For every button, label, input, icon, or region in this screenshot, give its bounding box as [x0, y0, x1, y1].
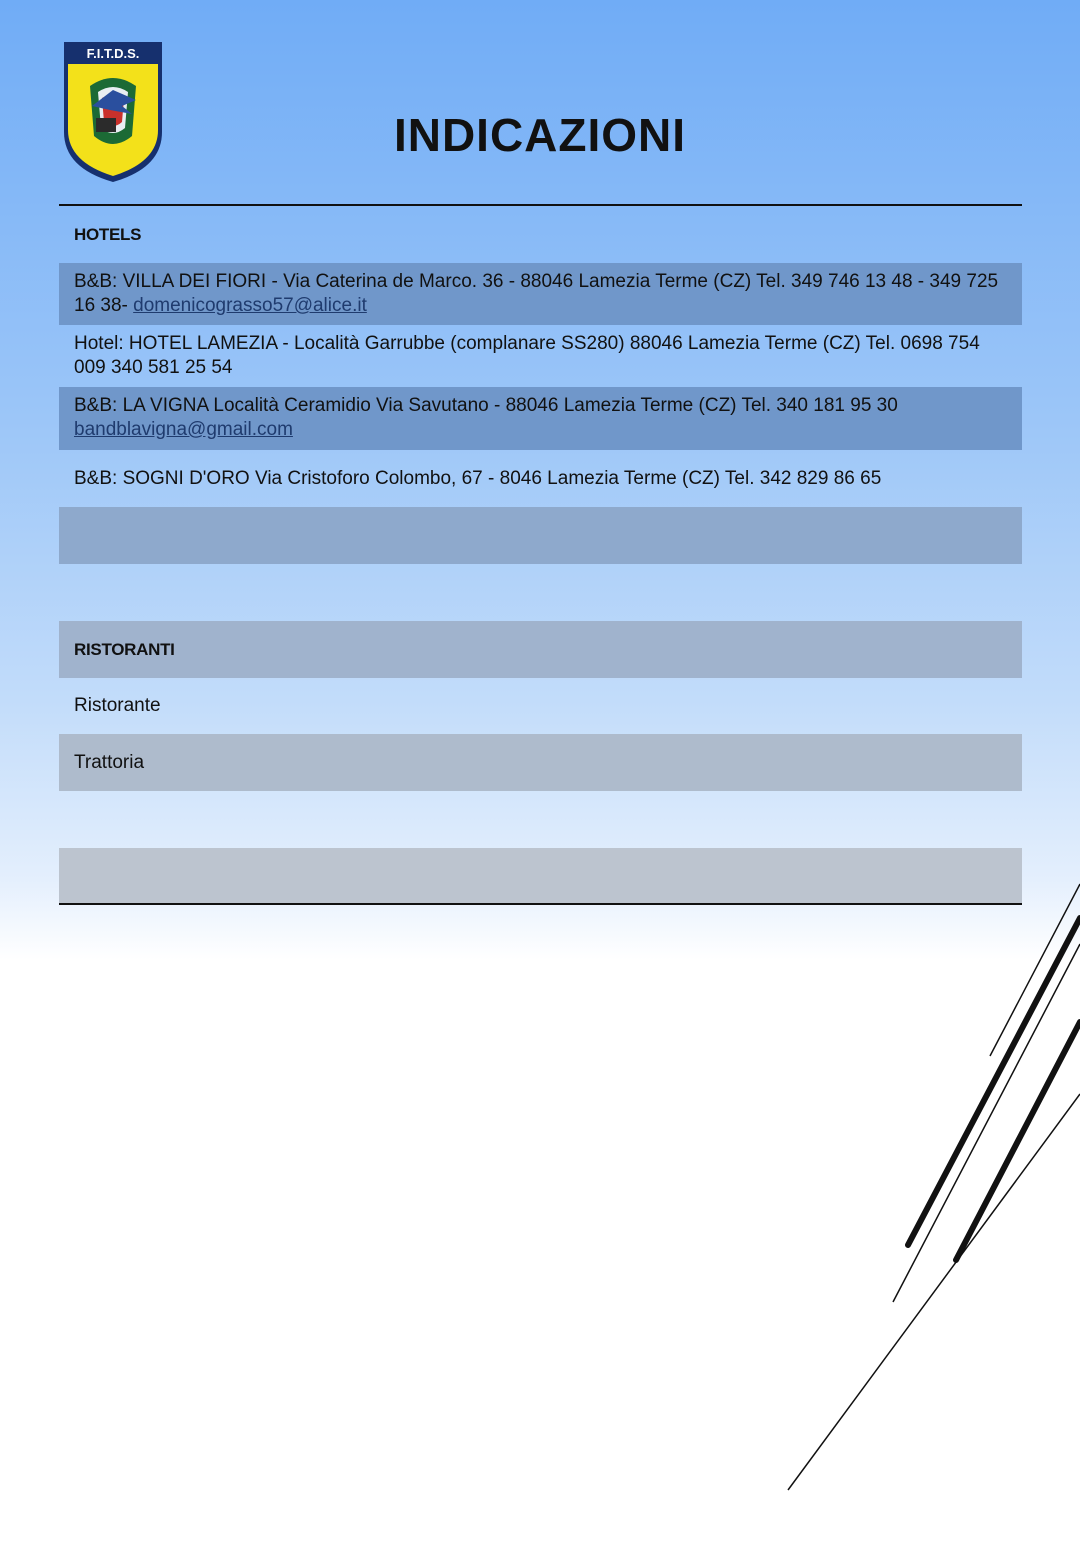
hotel-item-la-vigna [59, 387, 1022, 450]
hotel-item-text: B&B: VILLA DEI FIORI - Via Caterina de Marco. 36 - 88046 Lamezia Terme (CZ) Tel. 349 746 13 48 - 349 725 16 38- [74, 271, 999, 316]
empty-row [59, 564, 1022, 621]
fitds-logo [62, 40, 164, 184]
hotel-item-sogni-doro [59, 450, 1022, 507]
directions-table [59, 204, 1022, 905]
logo-text: F.I.T.D.S. [86, 46, 140, 61]
hotel-item-text: Hotel: HOTEL LAMEZIA - Località Garrubbe (complanare SS280) 88046 Lamezia Terme (CZ) Tel. 0698 754 009 340 581 25 54 [74, 333, 980, 378]
empty-row [59, 791, 1022, 848]
restaurant-item-text: Trattoria [74, 751, 145, 773]
hotel-item-text: B&B: LA VIGNA Località Ceramidio Via Savutano - 88046 Lamezia Terme (CZ) Tel. 340 181 95 30 [74, 395, 898, 416]
hotel-item-text: B&B: SOGNI D'ORO Via Cristoforo Colombo, 67 - 8046 Lamezia Terme (CZ) Tel. 342 829 86 65 [74, 467, 882, 489]
restaurant-item [59, 678, 1022, 734]
restaurant-item-text: Ristorante [74, 695, 161, 716]
page-title: INDICAZIONI [393, 109, 687, 161]
email-link[interactable]: domenicograsso57@alice.it [133, 295, 367, 316]
hotels-heading: HOTELS [74, 224, 142, 244]
hotel-item-hotel-lamezia [59, 325, 1022, 387]
empty-row [59, 848, 1022, 903]
hotel-item-villa-dei-fiori [59, 263, 1022, 325]
restaurant-item [59, 734, 1022, 791]
ristoranti-heading: RISTORANTI [59, 621, 1022, 678]
empty-row [59, 507, 1022, 564]
email-link[interactable]: bandblavigna@gmail.com [74, 419, 293, 440]
